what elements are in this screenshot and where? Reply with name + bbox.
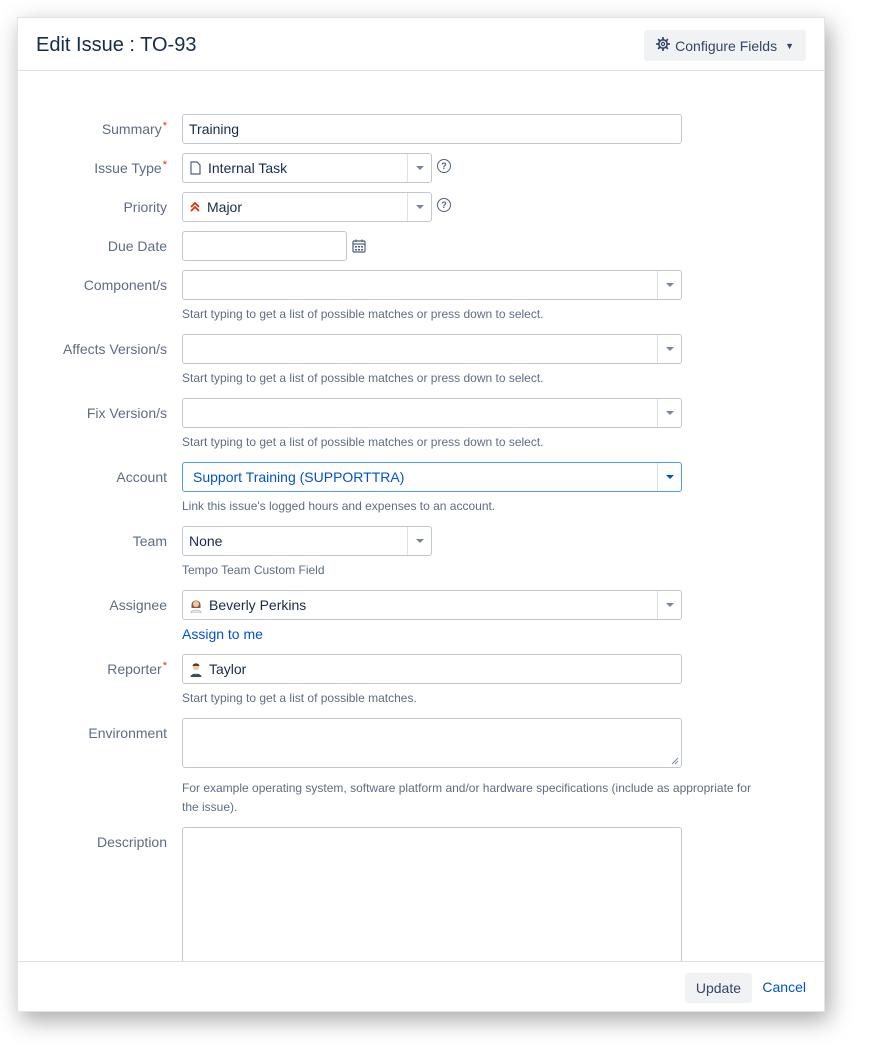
fix-versions-select[interactable]	[182, 398, 682, 428]
summary-value: Training	[189, 121, 240, 137]
dialog-header	[18, 18, 824, 71]
chevron-down-icon[interactable]	[657, 591, 681, 619]
description-label: Description	[96, 834, 167, 850]
fix-versions-help: Start typing to get a list of possible matches or press down to select.	[182, 435, 544, 449]
assignee-label: Assignee	[109, 597, 167, 613]
issue-type-value: Internal Task	[208, 160, 288, 176]
cancel-button[interactable]: Cancel	[762, 979, 806, 995]
gear-icon	[656, 37, 670, 54]
chevron-down-icon[interactable]	[657, 463, 681, 491]
dialog-footer	[18, 961, 824, 1011]
reporter-value: Taylor	[209, 661, 247, 677]
help-icon[interactable]: ?	[437, 198, 451, 212]
account-help: Link this issue's logged hours and expenses to an account.	[182, 499, 496, 513]
chevron-down-icon: ▼	[785, 40, 794, 51]
issue-type-select[interactable]	[182, 153, 432, 183]
reporter-help: Start typing to get a list of possible matches.	[182, 691, 417, 705]
priority-select[interactable]	[182, 192, 432, 222]
priority-major-icon	[189, 201, 201, 213]
chevron-down-icon[interactable]	[657, 271, 681, 299]
due-date-input[interactable]	[182, 231, 347, 261]
summary-input[interactable]	[182, 114, 682, 144]
environment-help-line2: the issue).	[182, 800, 238, 814]
update-button[interactable]: Update	[685, 973, 752, 1003]
team-help: Tempo Team Custom Field	[182, 563, 325, 577]
help-icon[interactable]: ?	[437, 159, 451, 173]
components-select[interactable]	[182, 270, 682, 300]
resize-handle-icon[interactable]	[671, 757, 679, 765]
assignee-value: Beverly Perkins	[209, 597, 307, 613]
chevron-down-icon[interactable]	[657, 399, 681, 427]
account-select[interactable]	[182, 462, 682, 492]
priority-label: Priority	[123, 199, 167, 215]
issue-type-label: Issue Type*	[94, 159, 167, 176]
account-value: Support Training (SUPPORTTRA)	[193, 469, 405, 485]
avatar	[189, 661, 203, 677]
summary-label: Summary*	[101, 120, 167, 137]
components-help: Start typing to get a list of possible matches or press down to select.	[182, 307, 544, 321]
reporter-input[interactable]	[182, 654, 682, 684]
description-textarea[interactable]	[182, 827, 682, 962]
chevron-down-icon[interactable]	[407, 527, 431, 555]
affects-versions-help: Start typing to get a list of possible matches or press down to select.	[182, 371, 544, 385]
assignee-select[interactable]	[182, 590, 682, 620]
team-select[interactable]	[182, 526, 432, 556]
issue-form	[18, 71, 824, 962]
avatar	[189, 597, 203, 613]
environment-textarea[interactable]	[182, 718, 682, 768]
chevron-down-icon[interactable]	[407, 154, 431, 182]
fix-versions-label: Fix Version/s	[86, 405, 167, 421]
due-date-label: Due Date	[107, 238, 167, 254]
team-value: None	[189, 533, 223, 549]
team-label: Team	[132, 533, 167, 549]
assign-to-me-link[interactable]: Assign to me	[182, 626, 263, 642]
task-page-icon	[189, 161, 202, 175]
calendar-icon[interactable]	[352, 239, 366, 258]
affects-versions-label: Affects Version/s	[62, 341, 167, 357]
configure-fields-label: Configure Fields	[675, 37, 778, 54]
priority-value: Major	[207, 199, 243, 215]
environment-help-line1: For example operating system, software platform and/or hardware specifications (include as appropriate for	[182, 781, 751, 795]
chevron-down-icon[interactable]	[657, 335, 681, 363]
chevron-down-icon[interactable]	[407, 193, 431, 221]
reporter-label: Reporter*	[107, 660, 167, 677]
configure-fields-button[interactable]	[644, 30, 806, 61]
environment-label: Environment	[88, 725, 167, 741]
dialog-title: Edit Issue : TO-93	[36, 34, 197, 56]
account-label: Account	[116, 469, 167, 485]
components-label: Component/s	[83, 277, 167, 293]
affects-versions-select[interactable]	[182, 334, 682, 364]
edit-issue-dialog	[17, 17, 825, 1012]
